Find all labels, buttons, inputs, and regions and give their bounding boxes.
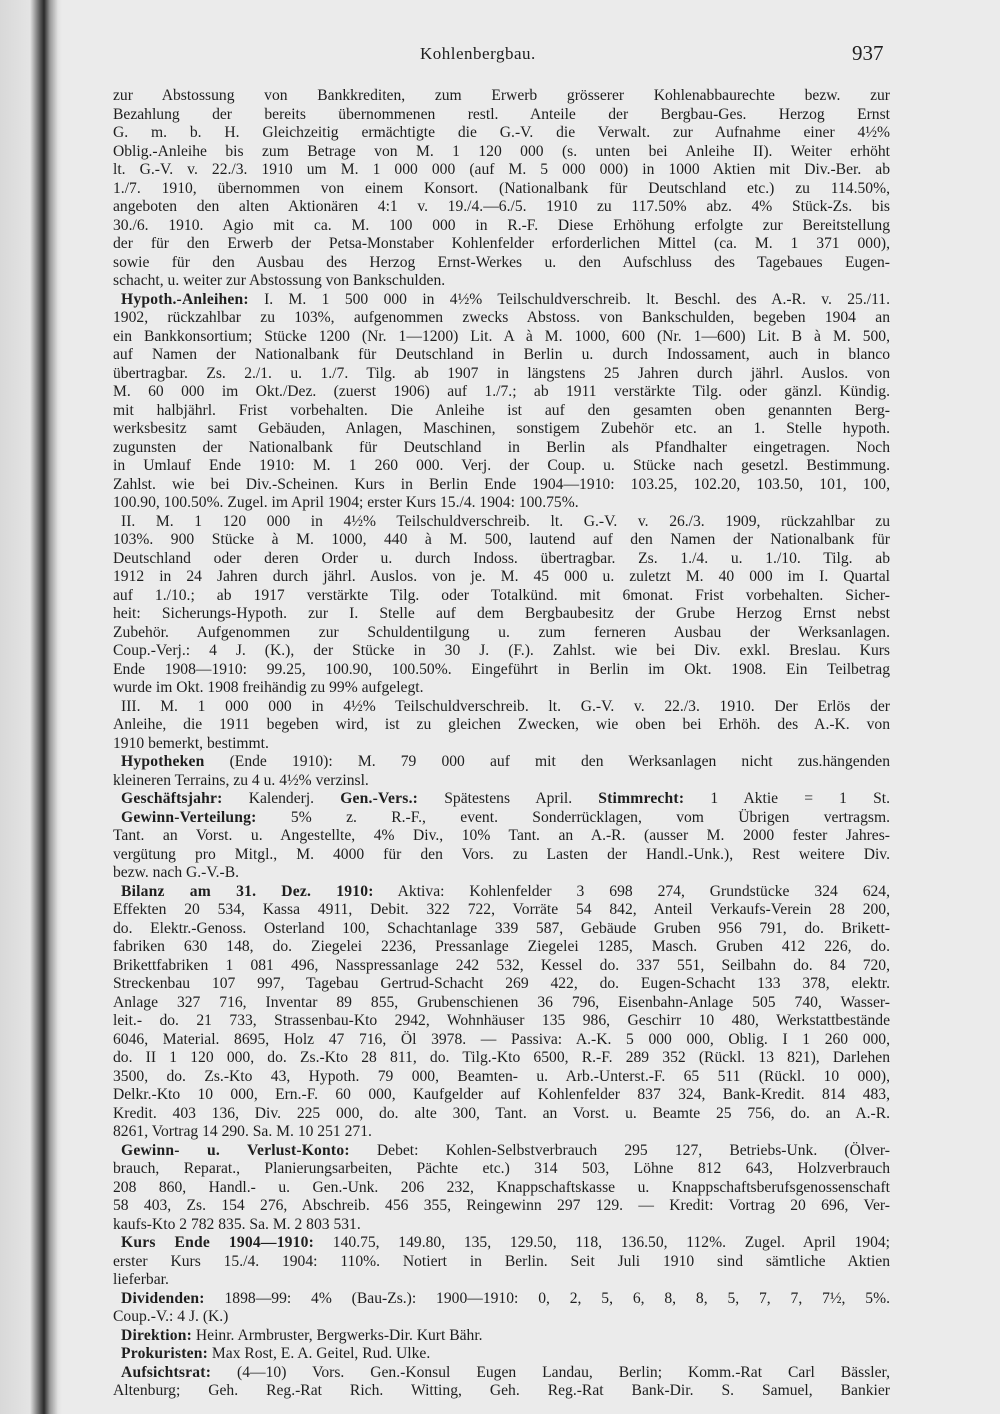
section-heading: Gewinn- u. Verlust-Konto: xyxy=(121,1141,350,1159)
text-line xyxy=(113,1012,890,1031)
line-text: Kredit. 403 136, Div. 225 000, do. alte 300, Tant. an Vorst. u. Beamte 25 756, do. an A.-R. xyxy=(113,1104,890,1122)
text-line xyxy=(113,605,890,624)
line-text: erster Kurs 15./4. 1904: 110%. Notiert in Berlin. Seit Juli 1910 sind sämtliche Aktien xyxy=(113,1252,890,1270)
line-text: 1./7. 1910, übernommen von einem Konsort. (Nationalbank für Deutschland etc.) zu 114.50%, xyxy=(113,179,890,197)
line-text: der für den Erwerb der Petsa-Monstaber Kohlenfelder erforderlichen Mittel (ca. M. 1 371 000), xyxy=(113,235,890,252)
line-text: 1 Aktie = 1 St. xyxy=(684,790,891,807)
line-text: G. m. b. H. Gleichzeitig ermächtigte die G.-V. die Verwalt. zur Aufnahme einer 4½% xyxy=(113,124,890,141)
text-line xyxy=(113,1327,890,1346)
text-line xyxy=(113,124,890,143)
text-line xyxy=(113,1142,890,1161)
text-line xyxy=(113,1123,890,1142)
line-text: Anlage 327 716, Inventar 89 855, Grubenschienen 36 796, Eisenbahn-Anlage 505 740, Wasser- xyxy=(113,993,890,1011)
line-text: kaufs-Kto 2 782 835. Sa. M. 2 803 531. xyxy=(113,1215,361,1233)
text-line xyxy=(113,550,890,569)
text-line xyxy=(113,328,890,347)
line-text: angeboten den alten Aktionären 4:1 v. 19./4.—6./5. 1910 zu 117.50% abz. 4% Stück-Zs. bis xyxy=(113,198,890,215)
text-line xyxy=(113,827,890,846)
text-line xyxy=(113,272,890,291)
section-heading: Hypotheken xyxy=(121,753,205,770)
text-line xyxy=(113,772,890,791)
section-heading: Aufsichtsrat: xyxy=(121,1363,212,1381)
text-line xyxy=(113,1234,890,1253)
text-line xyxy=(113,735,890,754)
line-text: ein Bankkonsortium; Stücke 1200 (Nr. 1—1200) Lit. A à M. 1000, 600 (Nr. 1—600) Lit. B à M. 500, xyxy=(113,327,890,345)
text-line xyxy=(113,1364,890,1383)
line-text: Streckenbau 107 997, Tagebau Gertrud-Schacht 269 422, do. Eugen-Schacht 133 378, elektr. xyxy=(113,975,890,992)
line-text: 58 403, Zs. 154 276, Abschreib. 456 355, Reingewinn 297 129. — Kredit: Vortrag 20 696, Ver- xyxy=(113,1197,890,1214)
text-line xyxy=(113,1345,890,1364)
text-line xyxy=(113,457,890,476)
line-text: zur Abstossung von Bankkrediten, zum Erwerb grösserer Kohlenabbaurechte bezw. zur xyxy=(113,87,890,104)
text-line xyxy=(113,624,890,643)
text-line xyxy=(113,106,890,125)
line-text: 1912 in 24 Jahren durch jährl. Auslos. von je. M. 45 000 u. zuletzt M. 40 000 im I. Quartal xyxy=(113,568,890,585)
section-heading: Prokuristen: xyxy=(121,1345,209,1362)
text-line xyxy=(113,716,890,735)
text-line xyxy=(113,494,890,513)
text-line xyxy=(113,1068,890,1087)
line-text: Brikettfabriken 1 081 496, Nasspressanlage 242 532, Kessel do. 337 551, Seilbahn do. 84 720, xyxy=(113,956,890,974)
line-text: Kalenderj. xyxy=(222,790,341,807)
text-line xyxy=(113,809,890,828)
text-line xyxy=(113,901,890,920)
line-text: bezw. nach G.-V.-B. xyxy=(113,864,240,881)
line-text: 103%. 900 Stücke à M. 1000, 440 à M. 500, lautend auf den Namen der Nationalbank für xyxy=(113,531,890,548)
line-text: brauch, Reparat., Planierungsarbeiten, Pächte etc.) 314 503, Löhne 812 643, Holzverbrauch xyxy=(113,1160,890,1177)
text-line xyxy=(113,1216,890,1235)
text-line xyxy=(113,587,890,606)
line-text: I. M. 1 500 000 in 4½% Teilschuldverschreib. lt. Beschl. des A.-R. v. 25./11. xyxy=(248,290,890,308)
line-text: 6046, Material. 8695, Holz 47 716, Öl 3978. — Passiva: A.-K. 5 000 000, Oblig. I 1 260 000, xyxy=(113,1030,890,1048)
text-line xyxy=(113,1308,890,1327)
line-text: Zahlst. wie bei Div.-Scheinen. Kurs in Berlin Ende 1904—1910: 103.25, 102.20, 103.50, 101, 100, xyxy=(113,475,890,493)
text-line xyxy=(113,217,890,236)
text-line xyxy=(113,1160,890,1179)
section-heading: Gewinn-Verteilung: xyxy=(121,808,257,826)
line-text: do. Elektr.-Genoss. Osterland 100, Schachtanlage 339 587, Gebäude Gruben 956 791, do. Brikett- xyxy=(113,919,890,937)
page-header-title: Kohlenbergbau. xyxy=(420,44,536,63)
line-text: M. 60 000 im Okt./Dez. (zuerst 1906) auf 1./7.; ab 1911 verstärkte Tilg. oder gänzl. Kündig. xyxy=(113,383,890,400)
line-text: werksbesitz samt Gebäuden, Anlagen, Maschinen, sonstigem Zubehör etc. an 1. Stelle hypoth. xyxy=(113,420,890,437)
line-text: auf 1./10.; ab 1917 verstärkte Tilg. oder Totalkünd. mit 6monat. Frist vorbehalten. Sicher- xyxy=(113,586,890,604)
line-text: Zubehör. Aufgenommen zur Schuldentilgung u. zum ferneren Ausbau der Werksanlagen. xyxy=(113,623,890,641)
line-text: lieferbar. xyxy=(113,1271,169,1288)
text-line xyxy=(113,1031,890,1050)
line-text: 140.75, 149.80, 135, 129.50, 118, 136.50, 112%. Zugel. April 1904; xyxy=(314,1234,891,1251)
text-line xyxy=(113,254,890,273)
line-text: Effekten 20 534, Kassa 4911, Debit. 322 722, Vorräte 54 842, Anteil Verkaufs-Verein 28 200, xyxy=(113,901,890,918)
text-line xyxy=(113,143,890,162)
text-line xyxy=(113,864,890,883)
line-text: vergütung pro Mitgl., M. 4000 für den Vors. zu Lasten der Handl.-Unk.), Rest weitere Div. xyxy=(113,845,890,863)
line-text: Coup.-V.: 4 J. (K.) xyxy=(113,1308,229,1325)
line-text: Oblig.-Anleihe bis zum Betrage von M. 1 120 000 (s. unten bei Anleihe II). Weiter erhöht xyxy=(113,142,890,160)
line-text: leit.- do. 21 733, Strassenbau-Kto 2942, Wohnhäuser 135 986, Geschirr 10 480, Werkstattbestände xyxy=(113,1012,890,1029)
line-text: übertragbar. Zs. 2./1. u. 1./7. Tilg. ab 1907 in längstens 25 Jahren durch jährl. Auslos. von xyxy=(113,364,890,382)
book-binding-edge xyxy=(0,0,62,1414)
text-line xyxy=(113,420,890,439)
text-line xyxy=(113,698,890,717)
text-line xyxy=(113,198,890,217)
section-heading: Stimmrecht: xyxy=(598,790,685,807)
section-heading: Geschäftsjahr: xyxy=(121,790,223,807)
line-text: Deutschland oder deren Order u. durch Indoss. übertragbar. Zs. 1./4. u. 1./10. Tilg. ab xyxy=(113,549,890,567)
text-line xyxy=(113,476,890,495)
document-body xyxy=(113,87,890,1401)
text-line xyxy=(113,180,890,199)
line-text: Aktiva: Kohlenfelder 3 698 274, Grundstücke 324 624, xyxy=(373,882,890,900)
section-heading: Direktion: xyxy=(121,1326,193,1344)
line-text: Heinr. Armbruster, Bergwerks-Dir. Kurt Bähr. xyxy=(192,1326,483,1344)
line-text: Coup.-Verj.: 4 J. (K.), der Stücke in 30 J. (F.). Zahlst. wie bei Div. exkl. Breslau. Kurs xyxy=(113,642,890,659)
line-text: in Umlauf Ende 1910: M. 1 260 000. Verj. der Coup. u. Stücke nach gesetzl. Bestimmung. xyxy=(113,457,890,474)
text-line xyxy=(113,1382,890,1401)
line-text: 8261, Vortrag 14 290. Sa. M. 10 251 271. xyxy=(113,1123,372,1140)
line-text: wurde im Okt. 1908 freihändig zu 99% aufgelegt. xyxy=(113,679,424,696)
line-text: lt. G.-V. v. 22./3. 1910 um M. 1 000 000 (auf M. 5 000 000) in 1000 Aktien mit Div.-Ber. ab xyxy=(113,161,890,178)
text-line xyxy=(113,291,890,310)
line-text: Tant. an Vorst. u. Angestellte, 4% Div., 10% Tant. an A.-R. (ausser M. 2000 fester Jahres- xyxy=(113,827,890,844)
line-text: 1902, rückzahlbar zu 103%, aufgenommen zwecks Abstoss. von Bankschulden, begeben 1904 an xyxy=(113,309,890,326)
line-text: 208 860, Handl.- u. Gen.-Unk. 206 232, Knappschaftskasse u. Knappschaftsberufsgenossenschaft xyxy=(113,1178,890,1196)
text-line xyxy=(113,402,890,421)
text-line xyxy=(113,661,890,680)
section-heading: Hypoth.-Anleihen: xyxy=(121,290,249,308)
line-text: Spätestens April. xyxy=(418,790,599,807)
section-heading: Gen.-Vers.: xyxy=(340,790,419,807)
text-line xyxy=(113,957,890,976)
text-line xyxy=(113,439,890,458)
line-text: 1910 bemerkt, bestimmt. xyxy=(113,734,269,752)
text-line xyxy=(113,161,890,180)
line-text: 100.90, 100.50%. Zugel. im April 1904; erster Kurs 15./4. 1904: 100.75%. xyxy=(113,494,579,511)
text-line xyxy=(113,568,890,587)
page-number: 937 xyxy=(852,41,884,65)
line-text: 1898—99: 4% (Bau-Zs.): 1900—1910: 0, 2, 5, 6, 8, 8, 5, 7, 7, 7½, 5%. xyxy=(204,1289,890,1307)
line-text: mit halbjährl. Frist vorbehalten. Die Anleihe ist auf den gesamten oben genannten Berg- xyxy=(113,401,890,419)
line-text: Delkr.-Kto 10 000, Ern.-F. 60 000, Kaufgelder auf Kohlenfelder 837 324, Bank-Kredit. 814 483, xyxy=(113,1086,890,1103)
line-text: 3500, do. Zs.-Kto 43, Hypoth. 79 000, Beamten- u. Arb.-Unterst.-F. 65 511 (Rückl. 10 000), xyxy=(113,1067,890,1085)
line-text: III. M. 1 000 000 in 4½% Teilschuldverschreib. lt. G.-V. v. 22./3. 1910. Der Erlös der xyxy=(121,697,890,715)
line-text: do. II 1 120 000, do. Zs.-Kto 28 811, do. Tilg.-Kto 6500, R.-F. 289 352 (Rückl. 13 821), Darlehen xyxy=(113,1049,890,1066)
text-line xyxy=(113,1271,890,1290)
text-line xyxy=(113,346,890,365)
line-text: Debet: Kohlen-Selbstverbrauch 295 127, Betriebs-Unk. (Ölver- xyxy=(349,1141,890,1159)
line-text: Anleihe, die 1911 begeben wird, ist zu gleichen Zwecken, wie oben bei Erhöh. des A.-K. von xyxy=(113,716,890,733)
line-text: schacht, u. weiter zur Abstossung von Bankschulden. xyxy=(113,272,446,289)
text-line xyxy=(113,1253,890,1272)
line-text: zugunsten der Nationalbank für Deutschland in Berlin als Pfandhalter eingetragen. Noch xyxy=(113,438,890,456)
text-line xyxy=(113,87,890,106)
text-line xyxy=(113,679,890,698)
line-text: sowie für den Ausbau des Herzog Ernst-Werkes u. den Aufschluss des Tagebaues Eugen- xyxy=(113,253,890,271)
text-line xyxy=(113,365,890,384)
line-text: (4—10) Vors. Gen.-Konsul Eugen Landau, Berlin; Komm.-Rat Carl Bässler, xyxy=(211,1363,890,1381)
text-line xyxy=(113,1049,890,1068)
text-line xyxy=(113,883,890,902)
text-line xyxy=(113,753,890,772)
section-heading: Kurs Ende 1904—1910: xyxy=(121,1234,315,1251)
text-line xyxy=(113,383,890,402)
text-line xyxy=(113,994,890,1013)
text-line xyxy=(113,513,890,532)
text-line xyxy=(113,309,890,328)
text-line xyxy=(113,642,890,661)
text-line xyxy=(113,790,890,809)
text-line xyxy=(113,235,890,254)
text-line xyxy=(113,920,890,939)
text-line xyxy=(113,531,890,550)
text-line xyxy=(113,846,890,865)
text-line xyxy=(113,1197,890,1216)
running-header xyxy=(0,41,1000,68)
line-text: Altenburg; Geh. Reg.-Rat Rich. Witting, Geh. Reg.-Rat Bank-Dir. S. Samuel, Bankier xyxy=(113,1382,890,1399)
line-text: (Ende 1910): M. 79 000 auf mit den Werksanlagen nicht zus.hängenden xyxy=(204,753,890,770)
section-heading: Dividenden: xyxy=(121,1289,205,1307)
line-text: kleineren Terrains, zu 4 u. 4½% verzinsl. xyxy=(113,771,369,789)
text-line xyxy=(113,938,890,957)
line-text: heit: Sicherungs-Hypoth. zur I. Stelle auf dem Bergbaubesitz der Grube Herzog Ernst nebst xyxy=(113,605,890,622)
line-text: 30./6. 1910. Agio mit ca. M. 100 000 in R.-F. Diese Erhöhung erfolgte zur Bereitstellung xyxy=(113,216,890,234)
line-text: II. M. 1 120 000 in 4½% Teilschuldverschreib. lt. G.-V. v. 26./3. 1909, rückzahlbar zu xyxy=(121,512,890,530)
text-line xyxy=(113,1179,890,1198)
line-text: Bezahlung der bereits übernommenen restl. Anteile der Bergbau-Ges. Herzog Ernst xyxy=(113,105,890,123)
line-text: 5% z. R.-F., event. Sonderrücklagen, vom Übrigen vertragsm. xyxy=(256,808,890,826)
section-heading: Bilanz am 31. Dez. 1910: xyxy=(121,882,374,900)
text-line xyxy=(113,975,890,994)
line-text: Ende 1908—1910: 99.25, 100.90, 100.50%. Eingeführt in Berlin im Okt. 1908. Ein Teilbetrag xyxy=(113,660,890,678)
line-text: fabriken 630 148, do. Ziegelei 2236, Pressanlage Ziegelei 1285, Masch. Gruben 412 226, do. xyxy=(113,938,890,955)
line-text: Max Rost, E. A. Geitel, Rud. Ulke. xyxy=(208,1345,431,1362)
text-line xyxy=(113,1086,890,1105)
text-line xyxy=(113,1290,890,1309)
line-text: auf Namen der Nationalbank für Deutschland in Berlin u. durch Indossament, auch in blanco xyxy=(113,346,890,363)
text-line xyxy=(113,1105,890,1124)
